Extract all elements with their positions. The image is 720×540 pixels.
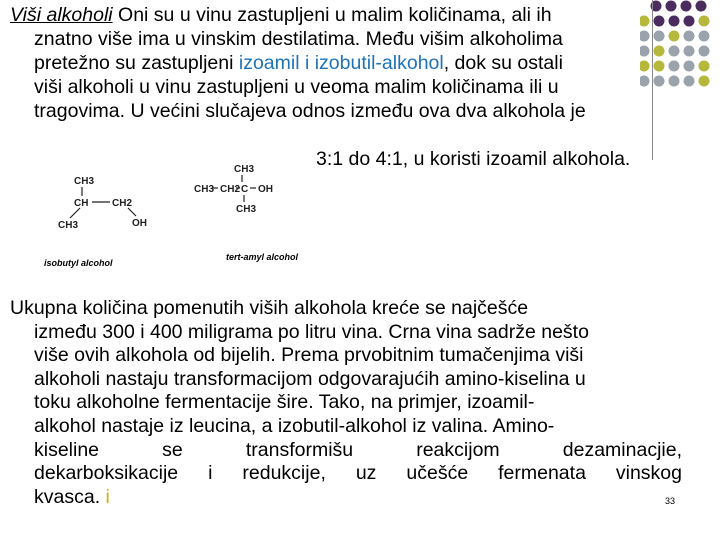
- chemical-structures-image: [40, 156, 310, 276]
- atom-label: CH3: [194, 184, 215, 195]
- atom-label: CH3: [74, 176, 95, 187]
- para2-line: Ukupna količina pomenutih viših alkohola kreće se najčešće: [10, 297, 529, 319]
- decorative-dot: [699, 76, 710, 87]
- para2-line: više ovih alkohola od bijelih. Prema prvobitnim tumačenjima viši: [34, 344, 584, 367]
- page-number: 33: [665, 496, 676, 506]
- atom-label: OH: [258, 184, 273, 195]
- para2-line: toku alkoholne fermentacije šire. Tako, na primjer, izoamil-: [34, 391, 535, 414]
- decorative-dot: [699, 31, 710, 42]
- decorative-dot: [684, 61, 695, 72]
- decorative-dot: [699, 46, 710, 57]
- para1-line2: znatno više ima u vinskim destilatima. Među višim alkoholima: [34, 28, 563, 50]
- decorative-dot: [699, 16, 710, 27]
- atom-label: CH: [74, 198, 89, 209]
- para2-line: kiseline se transformišu reakcijom dezaminacjie,: [34, 438, 682, 461]
- atom-label: CH2: [220, 184, 241, 195]
- atom-label: OH: [132, 218, 147, 229]
- decorative-dot: [699, 61, 710, 72]
- decorative-dot: [684, 16, 695, 27]
- para2-last-line: kvasca. i: [34, 485, 110, 508]
- section-title: Viši alkoholi: [10, 4, 113, 26]
- para1-line1: Oni su u vinu zastupljeni u malim količinama, ali ih: [112, 4, 552, 26]
- atom-label: C: [241, 184, 249, 195]
- highlighted-alcohols: izoamil i izobutil-alkohol: [238, 52, 444, 74]
- decorative-dot: [696, 1, 707, 12]
- cursor-char: i: [105, 485, 110, 508]
- para1-line6: 3:1 do 4:1, u koristi izoamil alkohola.: [316, 148, 631, 170]
- atom-label: CH3: [236, 204, 257, 215]
- atom-label: CH3: [58, 220, 79, 231]
- isobutyl-alcohol-label: isobutyl alcohol: [44, 258, 113, 268]
- para2-line: alkohol nastaje iz leucina, a izobutil-alkohol iz valina. Amino-: [34, 414, 555, 437]
- tert-amyl-alcohol-label: tert-amyl alcohol: [226, 252, 299, 262]
- para1-line4: viši alkoholi u vinu zastupljeni u veoma malim količinama ili u: [34, 76, 559, 98]
- paragraph-2: [10, 297, 682, 509]
- decorative-dot: [684, 46, 695, 57]
- atom-label: CH3: [234, 164, 255, 175]
- paragraph-1: [10, 3, 682, 123]
- para2-line: između 300 i 400 miligrama po litru vina. Crna vina sadrže nešto: [34, 320, 589, 343]
- decorative-dot: [684, 76, 695, 87]
- atom-label: CH2: [112, 198, 133, 209]
- para1-line3: pretežno su zastupljeni izoamil i izobutil-alkohol, dok su ostali: [34, 52, 563, 74]
- para2-line: alkoholi nastaju transformacijom odgovarajućih amino-kiselina u: [34, 367, 586, 390]
- para1-line5: tragovima. U većini slučajeva odnos između ova dva alkohola je: [34, 100, 586, 122]
- decorative-dot: [681, 1, 692, 12]
- decorative-dot: [684, 31, 695, 42]
- para2-line: dekarboksikacije i redukcije, uz učešće fermenata vinskog: [34, 462, 682, 485]
